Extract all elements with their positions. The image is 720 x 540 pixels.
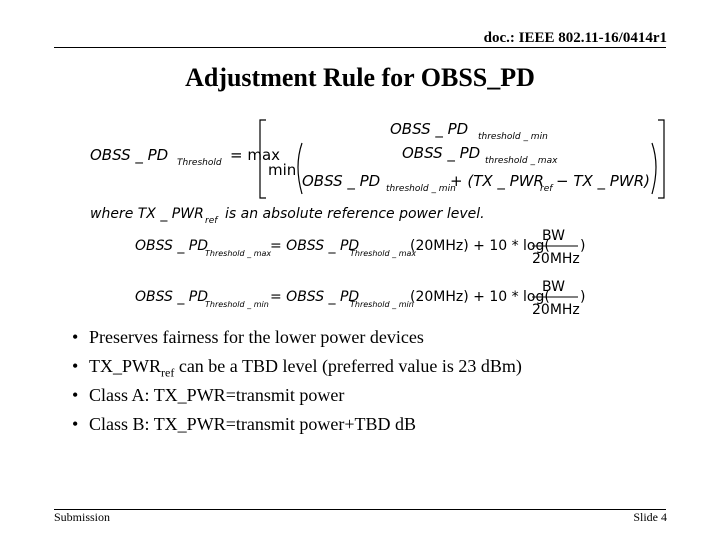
- eq1-lhs-sub: Threshold: [177, 158, 222, 168]
- eq2-close: ): [580, 238, 586, 254]
- eq3-rhs: = OBSS _ PD: [270, 289, 360, 305]
- eq1-arg-min: OBSS _ PD: [390, 120, 469, 138]
- eq1-right-bracket: [658, 120, 664, 198]
- bullet-item: • $TX\_PWR_{ref}$ can be a TBD level (preferred value is 23 dBm): [72, 352, 522, 381]
- bullet-item: • Preserves fairness for the lower power devices: [72, 323, 522, 352]
- eq1-arg-max-sub: threshold _ max: [485, 156, 558, 166]
- eq3-arg: (20MHz) + 10 * log(: [410, 289, 550, 305]
- eq1-arg-min-sub: threshold _ min: [478, 132, 548, 142]
- bullet-item: • Class B: TX_PWR=transmit power+TBD dB: [72, 410, 522, 439]
- equation-block: [80, 110, 680, 325]
- header-divider: [54, 47, 666, 48]
- eq2-den: 20MHz: [532, 251, 580, 267]
- eq2-num: BW: [542, 228, 565, 244]
- footer-divider: [54, 509, 666, 510]
- where-text: where TX _ PWR: [90, 206, 204, 222]
- bullet-marker: •: [72, 414, 79, 434]
- bullet-marker: •: [72, 356, 79, 376]
- where-sub: ref: [205, 216, 218, 226]
- eq1-ref-sub: ref: [540, 184, 553, 194]
- eq1-minus: − TX _ PWR): [556, 172, 650, 190]
- eq3-close: ): [580, 289, 586, 305]
- slide-number: Slide 4: [633, 510, 667, 524]
- eq3-num: BW: [542, 279, 565, 295]
- eq1-sum-term-sub: threshold _ min: [386, 184, 456, 194]
- bullet-marker: •: [72, 327, 79, 347]
- bullet-item: • Class A: TX_PWR=transmit power: [72, 381, 522, 410]
- eq1-plus: + (TX _ PWR: [450, 172, 544, 190]
- eq1-sum-term: OBSS _ PD: [302, 172, 381, 190]
- eq3-den: 20MHz: [532, 302, 580, 318]
- eq1-lhs: OBSS _ PD: [90, 146, 169, 164]
- footer-submission: Submission: [54, 510, 111, 524]
- bullet-marker: •: [72, 385, 79, 405]
- eq2-rhs: = OBSS _ PD: [270, 238, 360, 254]
- bullet-list: [72, 323, 522, 439]
- eq2-arg: (20MHz) + 10 * log(: [410, 238, 550, 254]
- eq1-right-paren: [652, 143, 656, 194]
- slide-title: Adjustment Rule for OBSS_PD: [185, 63, 535, 92]
- eq1-min: min: [268, 161, 297, 179]
- document-id: doc.: IEEE 802.11-16/0414r1: [483, 30, 667, 46]
- eq3-rhs-sub: Threshold _ min: [350, 300, 414, 309]
- eq1-max: = max: [230, 146, 281, 164]
- eq3-lhs: OBSS _ PD: [135, 289, 209, 305]
- where-rest: is an absolute reference power level.: [225, 206, 485, 222]
- eq2-rhs-sub: Threshold _ max: [350, 249, 417, 258]
- eq2-lhs: OBSS _ PD: [135, 238, 209, 254]
- eq1-arg-max: OBSS _ PD: [402, 144, 481, 162]
- eq3-lhs-sub: Threshold _ min: [205, 300, 269, 309]
- eq2-lhs-sub: Threshold _ max: [205, 249, 272, 258]
